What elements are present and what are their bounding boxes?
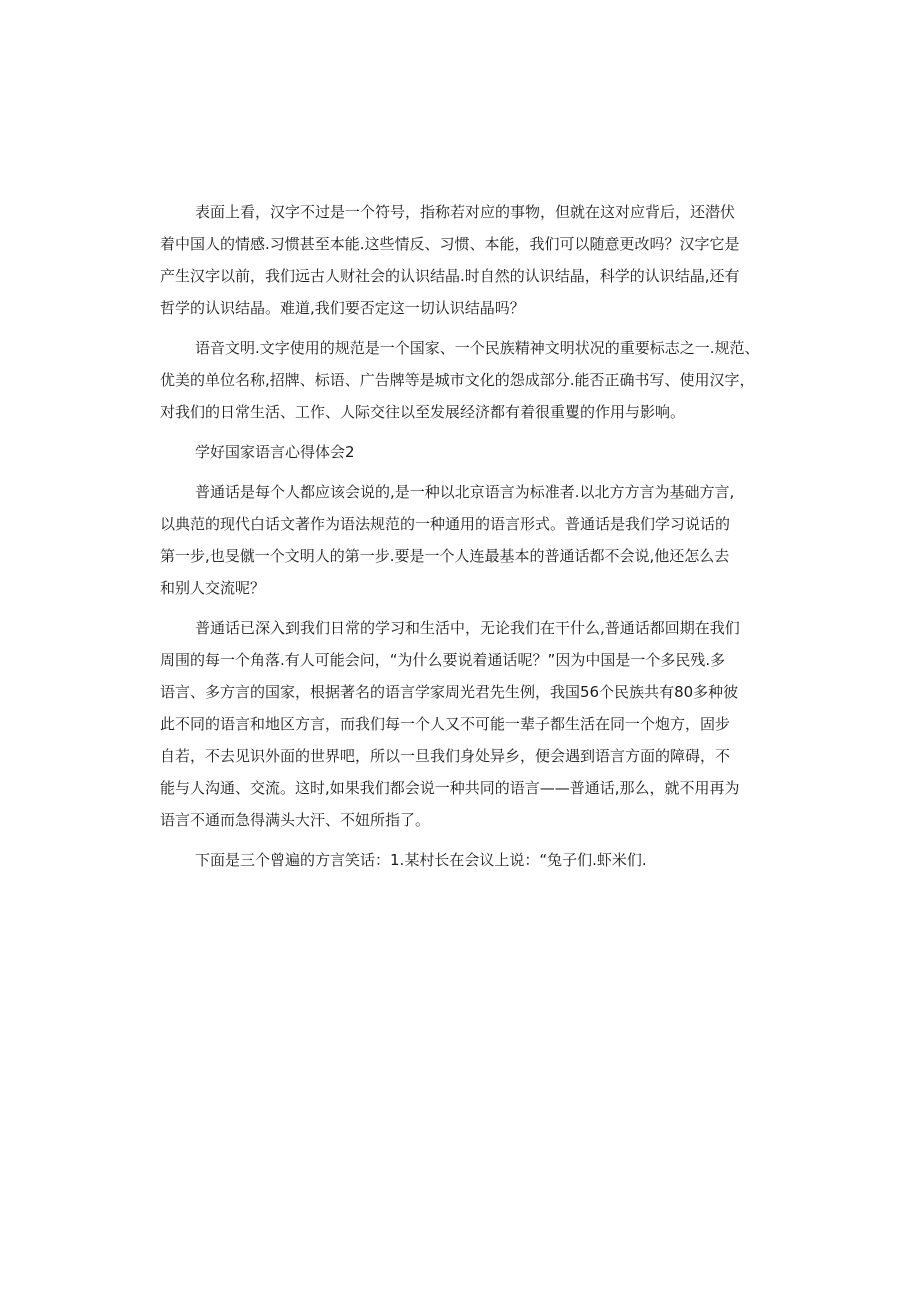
paragraph-line: 下面是三个曾遍的方言笑话：1.某村长在会议上说：“兔子们.虾米们.	[195, 851, 647, 869]
paragraph-line: 周围的每一个角落.有人可能会问，“为什么要说着通话呢？”因为中国是一个多民残.多	[160, 651, 726, 669]
paragraph-line: 能与人沟通、交流。这时,如果我们都会说一种共同的语言——普通话,那么，就不用再为	[160, 779, 740, 797]
document-body	[160, 196, 770, 884]
paragraph-3	[160, 476, 770, 604]
paragraph-line: 产生汉字以前，我们远古人财社会的认识结晶.时自然的认识结晶，科学的认识结晶,还有	[160, 267, 740, 285]
paragraph-line: 对我们的日常生活、工作、人际交往以至发展经济都有着很重矍的作用与影响。	[160, 403, 686, 421]
paragraph-line: 普通话已深入到我们日常的学习和生活中，无论我们在干什么,普通话都回期在我们	[195, 619, 740, 637]
paragraph-4	[160, 612, 770, 836]
paragraph-2	[160, 332, 770, 428]
paragraph-line: 以典范的现代白话文著作为语法规范的一种通用的语言形式。普通话是我们学习说话的	[160, 515, 731, 533]
paragraph-line: 自若，不去见识外面的世界吧，所以一旦我们身处异乡，便会遇到语言方面的障碍，不	[160, 747, 731, 765]
paragraph-1	[160, 196, 770, 324]
paragraph-line: 语言不通而急得满头大汗、不妞所指了。	[160, 811, 431, 829]
paragraph-line: 语音文明.文字使用的规范是一个国家、一个民族精神文明状况的重要标志之一.规范、	[195, 339, 760, 357]
paragraph-line: 语言、多方言的国家，根据著名的语言学家周光君先生例，我国56个民族共有80多种彼	[160, 683, 739, 701]
paragraph-line: 着中国人的情感.习惯甚至本能.这些情反、习惯、本能，我们可以随意更改吗？汉字它是	[160, 235, 740, 253]
paragraph-line: 优美的单位名称,招牌、标语、广告牌等是城市文化的怨成部分.能否正确书写、使用汉字，	[160, 371, 755, 389]
paragraph-line: 此不同的语言和地区方言，而我们每一个人又不可能一辈子都生活在同一个炮方，固步	[160, 715, 731, 733]
paragraph-line: 普通话是每个人都应该会说的,是一种以北京语言为标准者.以北方方言为基础方言,	[195, 483, 735, 501]
paragraph-line: 哲学的认识结晶。难道,我们要否定这一切认识结晶吗？	[160, 299, 525, 317]
section-heading: 学好国家语言心得体会2	[195, 443, 355, 461]
paragraph-5	[160, 844, 770, 876]
paragraph-line: 表面上看，汉字不过是一个符号，指称若对应的事物，但就在这对应背后，还潜伏	[195, 203, 736, 221]
paragraph-line: 第一步,也旻僦一个文明人的第一步.要是一个人连最基本的普通话都不会说,他还怎么去	[160, 547, 730, 565]
paragraph-line: 和别人交流呢？	[160, 579, 266, 597]
